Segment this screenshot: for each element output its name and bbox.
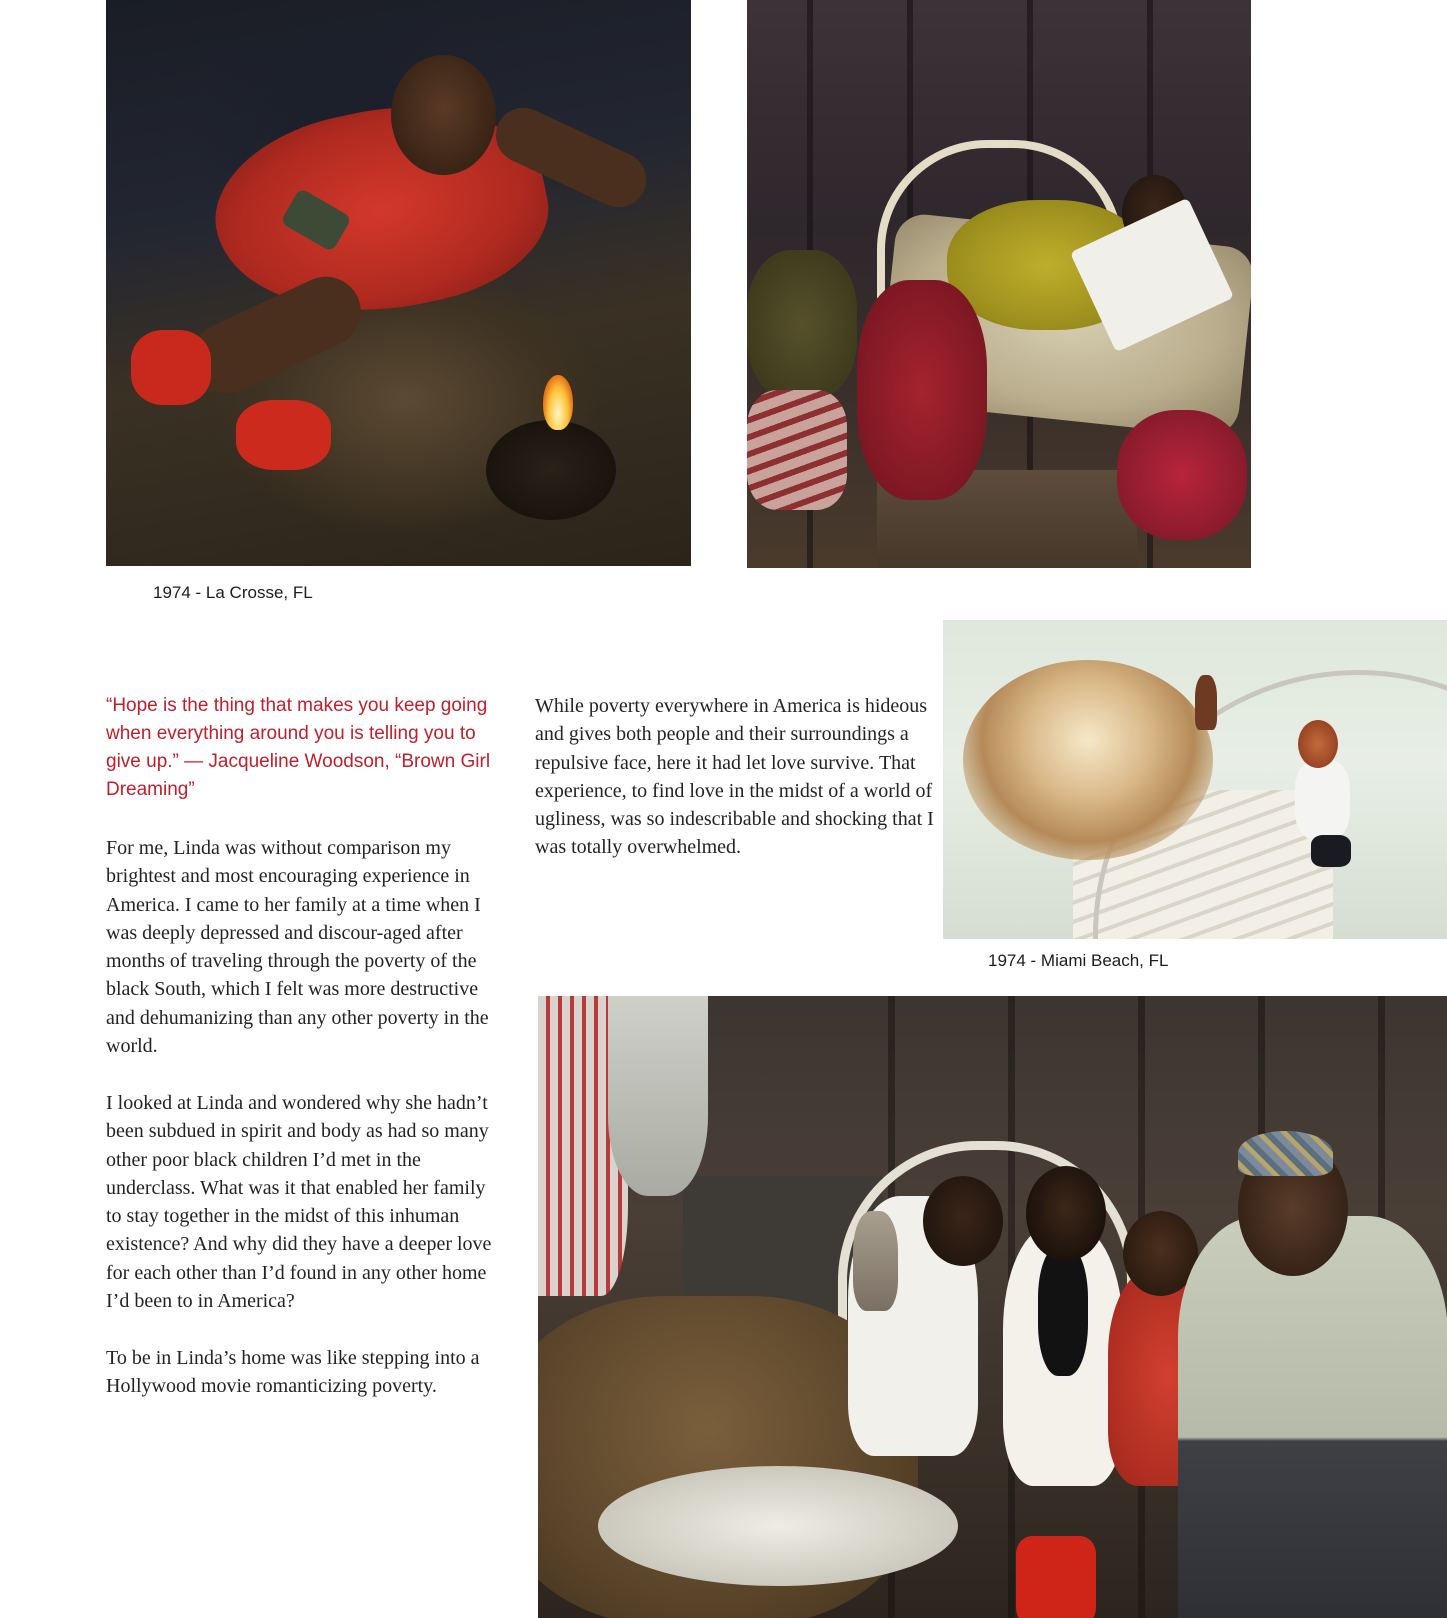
photo-caption: 1974 - La Crosse, FL [153,583,313,602]
photo-staircase-chandelier [943,620,1447,939]
photo-child-reading-on-bed [747,0,1251,568]
body-paragraph: For me, Linda was without comparison my brightest and most encouraging experience in America. I came to her family at a time when I was deeply depressed and discour-aged after months of traveling through the poverty of the black South, which I felt was more destructive and dehumanizing than any other poverty in the world. [106,837,489,1058]
body-paragraph: While poverty everywhere in America is hideous and gives both people and their surroundings a repulsive face, here it had let love survive. That experience, to find love in the midst of a world of ugliness, was so indescribable and shocking that I was totally overwhelmed. [535,695,934,859]
body-paragraph: To be in Linda’s home was like stepping into a Hollywood movie romanticizing poverty. [106,1347,480,1398]
pull-quote: “Hope is the thing that makes you keep going when everything around you is telling you to give up.” — Jacqueline Woodson, “Brown Girl Dreaming” [106,695,491,800]
photo-caption: 1974 - Miami Beach, FL [988,951,1169,970]
photo-family-on-bed [538,996,1447,1618]
photo-girl-with-oil-lamp [106,0,691,566]
body-paragraph: I looked at Linda and wondered why she hadn’t been subdued in spirit and body as had so many other poor black children I’d met in the underclass. What was it that enabled her family to stay together in the midst of this inhuman existence? And why did they have a deeper love for each other than I’d found in any other home I’d been to in America? [106,1092,492,1313]
